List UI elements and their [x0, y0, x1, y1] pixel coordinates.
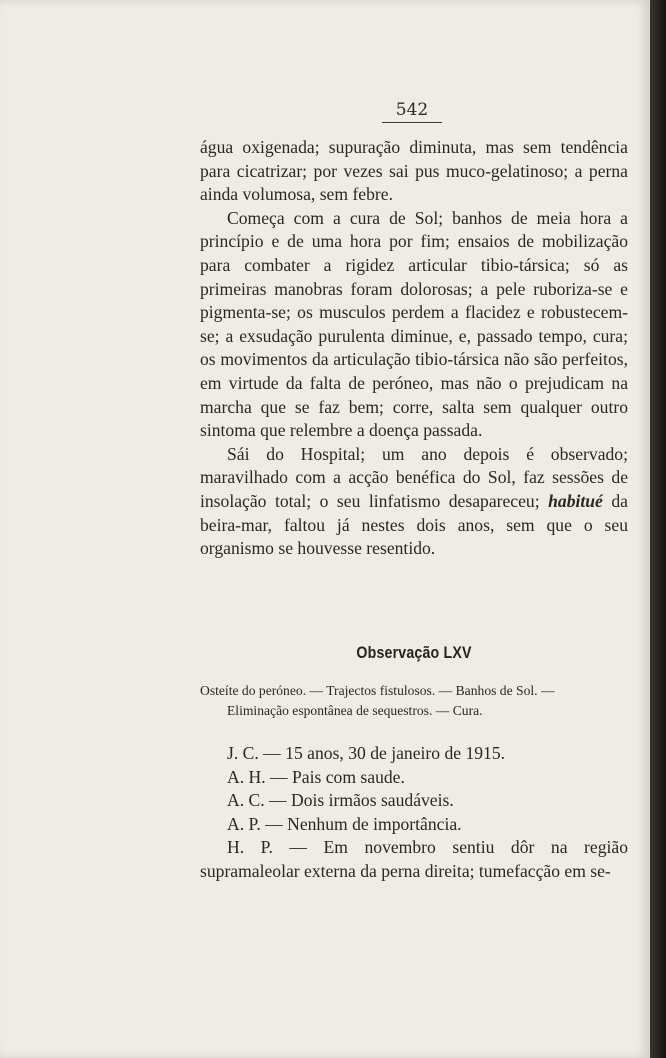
paragraph-continued: água oxigenada; supuração diminuta, mas sem tendência para cicatrizar; por vezes sai pus muco-gelatinoso; a perna ainda volumosa, sem febre.: [200, 137, 628, 205]
emphasis-habitue: habitué: [548, 490, 603, 511]
book-edge: [650, 0, 666, 1058]
page-number-rule: [382, 122, 442, 123]
summary-line-2: Eliminação espontânea de sequestros. — Cura.: [227, 702, 483, 718]
history-entry-jc: J. C. — 15 anos, 30 de janeiro de 1915.: [227, 743, 506, 763]
history-entry-ap: A. P. — Nenhum de importância.: [227, 813, 462, 834]
paragraph-treatment: Começa com a cura de Sol; banhos de meia hora a princípio e de uma hora por fim; ensaios de mobilização para combater a rigidez articular tibio-társica; só as primeiras manobras foram dolorosas; a pele ruboriza-se e pigmenta-se; os musculos perdem a flacidez e robustecem-se; a exsudação purulenta diminue, e, passado tempo, cura; os movimentos da articulação tibio-társica não são perfeitos, em virtude da falta de peróneo, mas não o prejudicam na marcha que se faz bem; corre, salta sem qualquer outro sintoma que relembre a doença passada.: [200, 207, 628, 441]
outcome-text: Sái do Hospital; um ano depois é observado; maravilhado com a acção benéfica do Sol, faz sessões de insolação total; o seu linfatismo desapareceu;: [200, 443, 628, 511]
body-text: [200, 136, 628, 561]
history-entry-ac: A. C. — Dois irmãos saudáveis.: [227, 790, 454, 811]
history-entry-ah: A. H. — Pais com saude.: [227, 766, 405, 787]
summary-line-1: Osteíte do peróneo. — Trajectos fistulosos. — Banhos de Sol. —: [200, 683, 555, 698]
outcome-text-end: da beira-mar, faltou já nestes dois anos, sem que o seu organismo se houvesse resentido.: [200, 490, 628, 559]
observation-summary: [200, 681, 628, 720]
paragraph-outcome: [200, 443, 628, 561]
patient-history: [200, 742, 628, 884]
history-entry-hp: H. P. — Em novembro sentiu dôr na região supramaleolar externa da perna direita; tumefacção em se-: [200, 837, 628, 881]
observation-title: Observação LXV: [356, 644, 472, 662]
page-number: 542: [395, 100, 429, 120]
